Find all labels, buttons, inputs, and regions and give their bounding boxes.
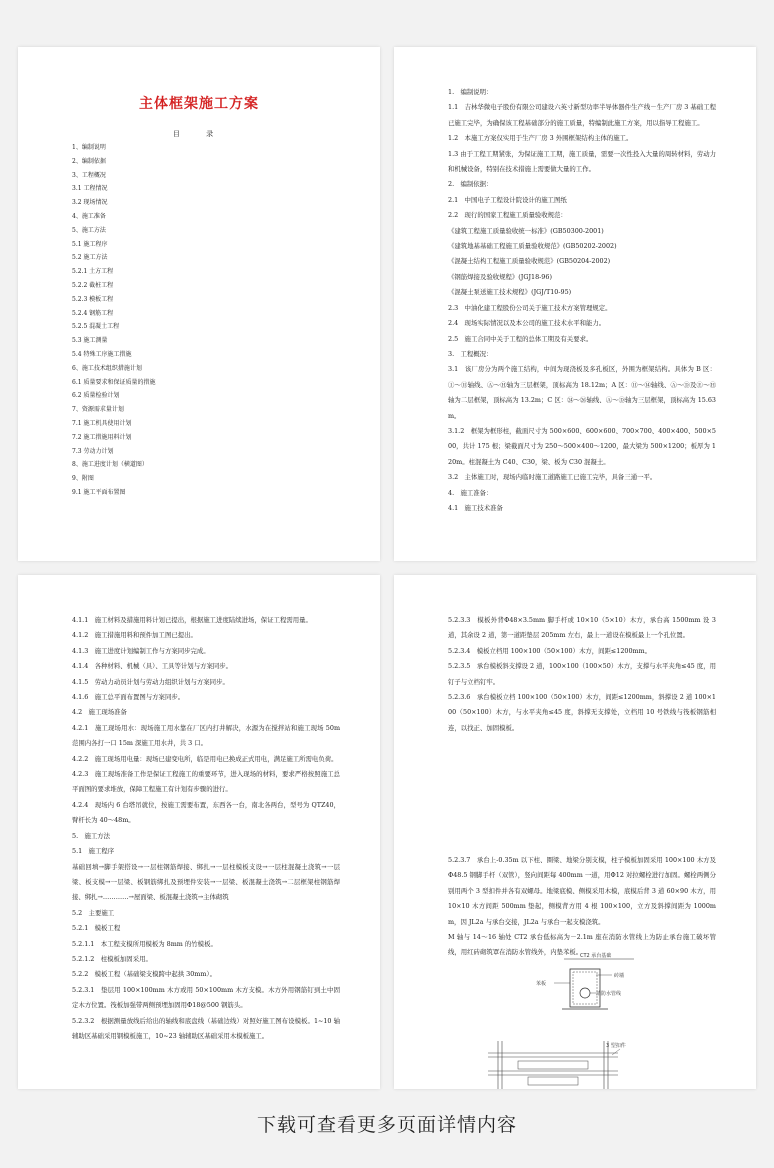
page-3-paragraph: 4.1.5 劳动力动员计划与劳动力组织计划与方案同步。	[72, 677, 229, 686]
figure-label-foam: 苯板	[536, 981, 547, 987]
page-3-paragraph: 5.2.3.2 根据测量放线后给出的轴线和底盘线（基础边线）对照好施工图布设模板。1~10 轴辅助区基础采用钢模板施工，10~23 轴辅助区基础采用木模板施工。	[72, 1016, 340, 1040]
toc-item: 5.1 施工程序	[72, 240, 108, 248]
toc-item: 4、施工准备	[72, 212, 106, 220]
toc-item: 7.3 劳动力计划	[72, 447, 114, 455]
ct2-foundation-diagram	[534, 947, 644, 1017]
toc-heading: 目 录	[172, 130, 226, 138]
page-3-paragraph: 5. 施工方法	[72, 831, 111, 840]
page-4-paragraph: 5.2.3.7 承台上-0.35m 以下柱、圈梁、地梁分别支模，柱子模板加固采用 100×100 木方及Φ48.5 钢脚手杆（双管），竖向间距每 400mm 一道，用Φ12 对拉螺栓进行加固。螺栓两侧分别用两个 3 型扣件并各有双螺母。地梁底模、侧模采用木模，底模后背 3 道 60×90 木方，用 10×10 木方间距 500mm 垫起，侧模背方用 4 根 100×100，立方及斜撑间距为 1000mm，因 JL2a 与承台交接，JL2a 与承台一起支模浇筑。	[448, 856, 716, 926]
page-2-paragraph: 2.1 中国电子工程设计院设计的施工图纸	[448, 195, 567, 204]
page-2-paragraph: 2.5 施工合同中关于工程的总体工期及有关要求。	[448, 334, 593, 343]
figure-label-ct2: CT2 承台基础	[580, 953, 612, 959]
figure-label-pipe: 消防水管线	[596, 991, 622, 997]
page-3-body	[72, 613, 340, 1044]
page-2-body	[448, 85, 716, 516]
toc-item: 7.1 施工机具使用计划	[72, 419, 132, 427]
page-2-paragraph: 《钢筋焊接及验收规程》(JGJ18-96)	[448, 272, 552, 281]
page-3-paragraph: 4.2.3 施工现场准备工作是保证工程施工的重要环节，进入现场的材料，要求严格按照施工总平面图的要求堆放，保障工程施工有计划有步骤的进行。	[72, 770, 340, 794]
page-2-paragraph: 1.2 本施工方案仅实用于生产厂房 3 外围框架结构主体的施工。	[448, 134, 633, 143]
page-4-paragraph: 5.2.3.6 承台模板立档 100×100（50×100）木方，间距≤1200mm，斜撑设 2 道 100×100（50×100）木方，与水平夹角≤45 度，斜撑无支撑处，立档用 10 号铁线与筏板钢筋相连，以找正、加固模板。	[448, 693, 716, 732]
document-page-4	[394, 575, 756, 1089]
toc-item: 5、施工方法	[72, 226, 106, 234]
page-3-paragraph: 4.2 施工现场准备	[72, 708, 127, 717]
toc-item: 7、资源需求量计划	[72, 406, 124, 414]
page-3-paragraph: 4.2.1 施工现场用水：现场施工用水靠在厂区内打井解决，水源为在搅拌站和施工现场 50m 范围内各打一口 15m 深施工用水井，共 3 口。	[72, 723, 340, 748]
page-3-paragraph: 5.2 主要施工	[72, 908, 115, 917]
page-2-paragraph: 1.3 由于工程工期紧张，为保证施工工期，施工质量，需要一次性投入大量的周转材料，劳动力和机械设备，特别在技术措施上需要做大量的工作。	[448, 149, 716, 174]
page-3-paragraph: 基础回填→脚手架搭设→一层柱钢筋焊接、绑扎→一层柱模板支设→一层柱混凝土浇筑→一层梁、板支模→一层梁、板钢筋绑扎及预埋件安装→一层梁、板混凝土浇筑→二层框架柱钢筋焊接、绑扎→…………→屋面梁、板混凝土浇筑→主体砌筑	[72, 862, 340, 902]
page-2-paragraph: 2.3 中油化建工程股份公司关于施工技术方案管理规定。	[448, 303, 612, 312]
toc-item: 3.2 现场情况	[72, 199, 108, 207]
page-3-paragraph: 4.1.1 施工材料及措施用料计划已提出，根据施工进度陆续进场，保证工程需用量。	[72, 616, 312, 624]
table-of-contents	[72, 141, 332, 500]
document-page-2	[394, 47, 756, 561]
page-3-paragraph: 4.1.6 施工总平面布置图与方案同步。	[72, 693, 185, 702]
toc-item: 6、施工技术组织措施计划	[72, 364, 142, 372]
toc-item: 6.1 质量要求和保证质量的措施	[72, 378, 156, 386]
toc-item: 8、施工进度计划（横道图）	[72, 461, 148, 469]
page-2-paragraph: 3.1.2 框架为框形柱，截面尺寸为 500×600、600×600、700×700、400×400、500×500，共计 175 根；梁截面尺寸为 250～500×400～1200，最大梁为 500×1200；板厚为 120m。柱混凝土为 C40、C30，梁、板为 C30 混凝土。	[448, 426, 716, 466]
toc-item: 5.3 施工测量	[72, 337, 108, 345]
page-3-paragraph: 4.1.3 施工进度计划编制工作与方案同步完成。	[72, 646, 210, 655]
page-3-paragraph: 5.2.1 模板工程	[72, 924, 121, 933]
page-2-paragraph: 4. 施工准备：	[448, 488, 493, 497]
page-2-paragraph: 3.1 该厂房分为两个施工结构，中间为现浇板及多孔板区，外围为框架结构。具体为 B 区：①～⑪轴线、Ⓐ～Ⓗ轴为三层框架，顶标高为 18.12m；A 区：⑪～⑭轴线、Ⓐ～Ⓓ及Ⓔ～Ⓗ轴为二层框架，顶标高为 13.2m；C 区：㉔～㉖轴线、Ⓐ～Ⓓ轴为三层框架，顶标高为 15.63m。	[448, 365, 716, 420]
page-4-body-top	[448, 613, 716, 736]
toc-item: 6.2 质量检验计划	[72, 392, 120, 400]
page-3-paragraph: 5.2.3.1 垫层用 100×100mm 木方或用 50×100mm 木方支模。木方外用钢筋钉到土中固定木方位置。筏板加强带两侧预埋加固用Φ18@500 钢筋头。	[72, 985, 340, 1010]
toc-item: 2、编制依据	[72, 157, 106, 165]
clamp-diagram	[488, 1037, 648, 1089]
toc-item: 5.2.3 模板工程	[72, 295, 114, 303]
toc-item: 5.4 特殊工序施工措施	[72, 350, 132, 358]
page-2-paragraph: 4.1 施工技术准备	[448, 503, 503, 512]
page-2-paragraph: 1. 编制说明：	[448, 88, 493, 96]
page-2-paragraph: 3.2 主体施工时，现场内临时施工道路施工已施工完毕，具备三通一平。	[448, 473, 657, 482]
toc-item: 5.2.2 截桩工程	[72, 281, 114, 289]
page-2-paragraph: 2. 编制依据：	[448, 180, 493, 189]
page-2-paragraph: 《建筑工程施工质量验收统一标准》(GB50300-2001)	[448, 226, 604, 235]
toc-item: 5.2.1 土方工程	[72, 268, 114, 276]
toc-item: 3、工程概况	[72, 171, 106, 179]
page-4-paragraph: 5.2.3.4 模板立档用 100×100（50×100）木方，间距≤1200mm。	[448, 646, 652, 655]
page-2-paragraph: 1.1 吉林华微电子股份有限公司建设六英寸新型功率半导体器件生产线－生产厂房 3 基础工程已施工完毕，为确保该工程基础部分的施工质量，特编制此施工方案，用以指导工程施工。	[448, 103, 716, 127]
toc-item: 9、附图	[72, 475, 94, 483]
page-2-paragraph: 3. 工程概况：	[448, 349, 493, 358]
download-more-banner[interactable]: 下载可查看更多页面详情内容	[256, 1114, 517, 1136]
document-page-3	[18, 575, 380, 1089]
page-4-body-bottom	[448, 853, 716, 961]
document-title: 主体框架施工方案	[139, 96, 259, 112]
page-3-paragraph: 4.1.2 施工措施用料和预件加工图已提出。	[72, 631, 197, 640]
page-2-paragraph: 2.2 现行的国家工程施工质量验收规范：	[448, 211, 567, 220]
page-3-paragraph: 4.2.4 现场内 6 台塔吊就位，按施工需要布置，东西各一台，南北各两台，型号为 QTZ40，臂杆长为 40～48m。	[72, 800, 340, 825]
toc-item: 3.1 工程情况	[72, 185, 108, 193]
toc-item: 5.2.5 混凝土工程	[72, 323, 120, 331]
page-4-paragraph: M 轴与 14～16 轴处 CT2 承台低标高为－2.1m 座在消防水管线上为防止承台施工破坏管线，用红砖砌筑罩在消防水管线外，内垫苯板。	[448, 933, 716, 957]
toc-item: 5.2 施工方法	[72, 254, 108, 262]
page-2-paragraph: 《混凝土结构工程施工质量验收规范》(GB50204-2002)	[448, 257, 611, 266]
page-3-paragraph: 4.2.2 施工现场用电量：现场已建变电所，临是用电已换成正式用电，满足施工所需电负荷。	[72, 754, 338, 763]
figure-label-brick: 砖墙	[614, 973, 625, 979]
toc-item: 5.2.4 钢筋工程	[72, 309, 114, 317]
page-3-paragraph: 5.2.1.2 柱模板加固采用。	[72, 954, 152, 963]
page-2-paragraph: 《建筑地基基础工程施工质量验收规范》(GB50202-2002)	[448, 242, 617, 251]
page-4-paragraph: 5.2.3.5 承台模板斜支撑设 2 道，100×100（100×50）木方，支撑与水平夹角≤45 度，用钉子与立档钉牢。	[448, 662, 716, 686]
page-3-paragraph: 5.2.1.1 本工程支模所用模板为 8mm 的竹模板。	[72, 939, 217, 948]
toc-item: 7.2 施工措施用料计划	[72, 433, 132, 441]
toc-item: 1、编制说明	[72, 144, 106, 151]
page-2-paragraph: 《混凝土泵送施工技术规程》(JGJ/T10-95)	[448, 288, 572, 297]
page-4-paragraph: 5.2.3.3 模板外背Φ48×3.5mm 脚手杆或 10×10（5×10）木方，承台高 1500mm 设 3 道，其余设 2 道，第一道距垫层 205mm 左右，最上一道设在模板最上一个孔位置。	[448, 616, 716, 640]
page-3-paragraph: 4.1.4 各种材料、机械（具）、工具等计划与方案同步。	[72, 662, 233, 671]
toc-item: 9.1 施工平面布置图	[72, 488, 126, 496]
page-3-paragraph: 5.1 施工程序	[72, 847, 115, 856]
figure-label-clamp: 3 型扣件	[606, 1043, 626, 1049]
document-page-1	[18, 47, 380, 561]
page-2-paragraph: 2.4 现场实际情况以及本公司的施工技术水平和能力。	[448, 319, 606, 328]
page-3-paragraph: 5.2.2 模板工程（基础梁支模跨中起拱 30mm）。	[72, 970, 216, 979]
